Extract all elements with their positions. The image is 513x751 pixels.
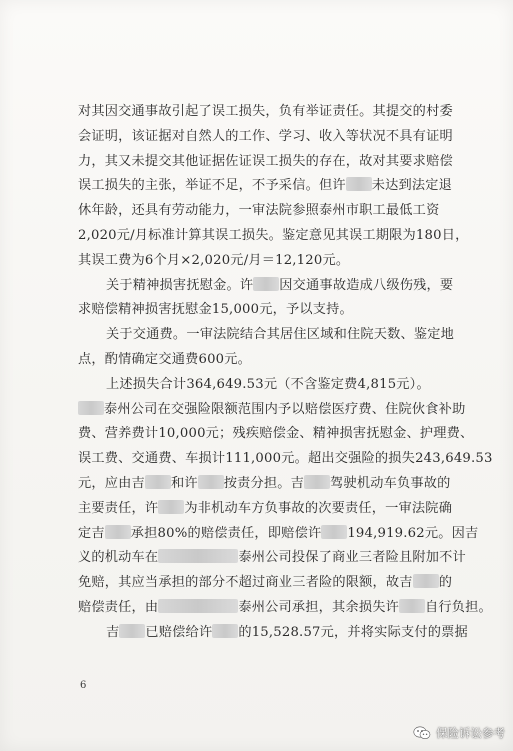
text-line: 会证明，该证据对自然人的工作、学习、收入等状况不具有证明 xyxy=(78,128,453,144)
wechat-icon xyxy=(413,726,431,740)
redaction-block xyxy=(304,475,330,489)
text-segment: 误工损失的主张，举证不足，不予采信。但许 xyxy=(78,178,346,194)
text-segment: 因交通事故造成八级伤残，要 xyxy=(279,277,454,293)
text-segment: 已赔偿给许 xyxy=(145,624,213,640)
text-segment: 和许 xyxy=(170,475,198,491)
page-number: 6 xyxy=(80,680,87,691)
text-segment: 元，应由吉 xyxy=(78,475,145,491)
text-line: 费、营养费计10,000元；残疾赔偿金、精神损害抚慰金、护理费、 xyxy=(78,426,474,442)
text-segment: 关于精神损害抚慰金。许 xyxy=(106,277,254,293)
text-line: 求赔偿精神损害抚慰金15,000元，予以支持。 xyxy=(78,302,353,318)
redaction-block xyxy=(321,525,347,539)
text-line xyxy=(78,546,466,571)
text-line xyxy=(78,274,454,299)
text-segment: 按责分担。吉 xyxy=(223,475,305,491)
redaction-block xyxy=(119,624,145,638)
text-line: 关于交通费。一审法院结合其居住区域和住院天数、鉴定地 xyxy=(106,327,455,343)
text-segment: 驾驶机动车负事故的 xyxy=(330,475,451,491)
text-line xyxy=(78,522,479,547)
text-line: 对其因交通事故引起了误工损失，负有举证责任。其提交的村委 xyxy=(78,104,453,119)
text-segment: 泰州公司承担，其余损失许 xyxy=(238,599,399,615)
text-segment: 承担80%的赔偿责任，即赔偿许 xyxy=(130,525,322,541)
text-segment: 免赔，其应当承担的部分不超过商业三者险的限额，故吉 xyxy=(78,575,413,591)
text-line: 力，其又未提交其他证据佐证误工损失的存在，故对其要求赔偿 xyxy=(78,153,453,169)
text-segment: 自行负担。 xyxy=(424,599,492,615)
text-segment: 赔偿责任，由 xyxy=(78,599,159,615)
redaction-block xyxy=(78,401,104,415)
redaction-block xyxy=(158,599,238,613)
text-line xyxy=(78,174,453,199)
text-line: 其误工费为6个月×2,020元/月＝12,120元。 xyxy=(78,252,350,268)
text-segment: 义的机动车在 xyxy=(78,550,159,566)
redaction-block xyxy=(399,599,425,613)
text-segment: 泰州公司投保了商业三者险且附加不计 xyxy=(238,550,466,566)
watermark-text: 保险诉讼参考 xyxy=(436,726,505,740)
text-line xyxy=(78,596,492,621)
redaction-block xyxy=(212,624,238,638)
watermark xyxy=(413,725,505,741)
text-line: 2,020元/月标准计算其误工损失。鉴定意见其误工期限为180日， xyxy=(78,227,469,243)
text-segment: 吉 xyxy=(106,624,120,640)
text-segment: 主要责任，许 xyxy=(78,500,159,516)
text-line xyxy=(78,472,450,497)
text-line xyxy=(78,398,466,423)
text-segment: 未达到法定退 xyxy=(371,178,453,194)
redaction-block xyxy=(253,277,279,291)
text-segment: 的15,528.57元，并将实际支付的票据 xyxy=(238,624,468,640)
document-body xyxy=(78,100,493,646)
text-line: 误工费、交通费、车损计111,000元。超出交强险的损失243,649.53 xyxy=(78,451,493,467)
text-segment: 为非机动车方负事故的次要责任，一审法院确 xyxy=(184,500,453,516)
redaction-block xyxy=(145,475,171,489)
text-line xyxy=(78,621,468,646)
text-line xyxy=(78,571,453,596)
redaction-block xyxy=(413,574,439,588)
text-segment: 泰州公司在交强险限额范围内予以赔偿医疗费、住院伙食补助 xyxy=(104,401,466,417)
redaction-block xyxy=(198,475,224,489)
text-segment: 194,919.62元。因吉 xyxy=(347,525,479,541)
text-segment: 定吉 xyxy=(78,525,105,541)
redaction-block xyxy=(346,177,372,191)
text-line: 上述损失合计364,649.53元（不含鉴定费4,815元）。 xyxy=(106,376,430,392)
text-line xyxy=(78,497,453,522)
text-line: 点，酌情确定交通费600元。 xyxy=(78,351,252,367)
redaction-block xyxy=(158,500,184,514)
redaction-block xyxy=(158,549,238,563)
redaction-block xyxy=(105,525,131,539)
text-line: 休年龄，还具有劳动能力，一审法院参照泰州市职工最低工资 xyxy=(78,203,440,219)
text-segment: 的 xyxy=(438,575,453,591)
